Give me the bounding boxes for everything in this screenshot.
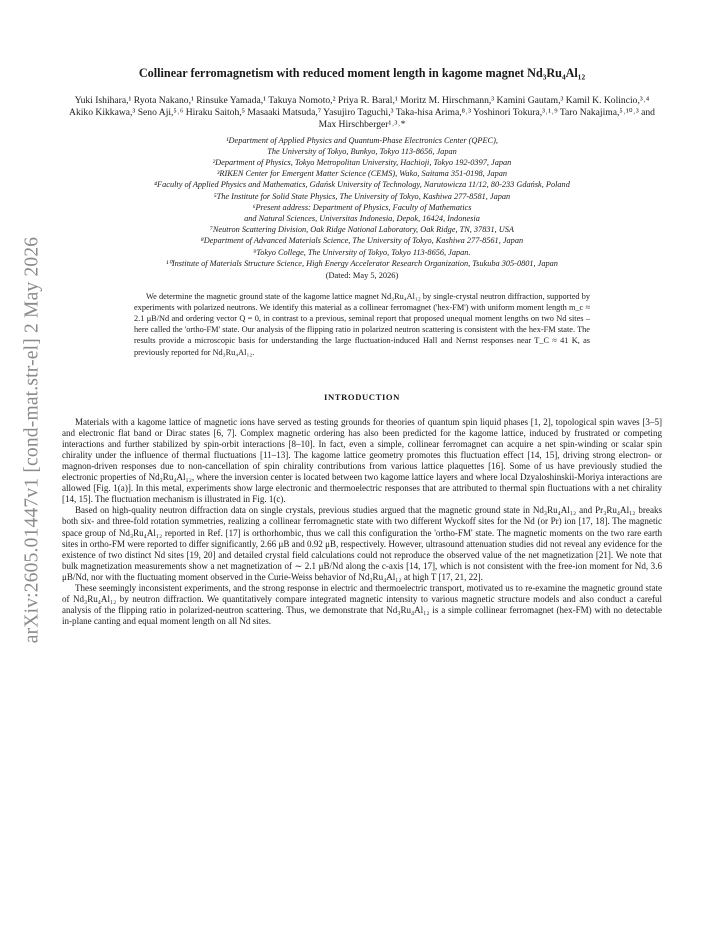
affiliation-line: ³RIKEN Center for Emergent Matter Science (CEMS), Wako, Saitama 351-0198, Japan: [216, 169, 508, 179]
affiliation-list: [62, 135, 662, 269]
affiliation-line: ⁷Neutron Scattering Division, Oak Ridge National Laboratory, Oak Ridge, TN, 37831, USA: [209, 225, 514, 235]
affiliation-line: The University of Tokyo, Bunkyo, Tokyo 113-8656, Japan: [267, 146, 457, 156]
arxiv-stamp-container: [12, 230, 52, 650]
affiliation-line: ²Department of Physics, Tokyo Metropolitan University, Hachioji, Tokyo 192-0397, Japan: [212, 158, 512, 168]
section-heading-introduction: INTRODUCTION: [324, 391, 400, 402]
paper-page: [62, 66, 662, 627]
affiliation-line: ¹Department of Applied Physics and Quantum-Phase Electronics Center (QPEC),: [226, 135, 498, 145]
affiliation-line: ⁶Present address: Department of Physics, Faculty of Mathematics: [252, 202, 472, 212]
abstract: We determine the magnetic ground state of the kagome lattice magnet Nd₃Ru₄Al₁₂ by single-crystal neutron diffraction, supported by experiments with polarized neutrons. We identify this material as a collinear ferromagnet ('hex-FM') with uniform moment length m_c ≈ 2.1 μB/Nd and ordering vector Q = 0, in contrast to a previous, seminal report that proposed unequal moment lengths on two Nd sites – here called the 'ortho-FM' state. Our analysis of the flipping ratio in polarized neutron scattering is consistent with the hex-FM state. The results provide a microscopic basis for understanding the large fluctuation-induced Hall and Nernst responses near T_C ≈ 41 K, as previously reported for Nd₃Ru₄Al₁₂.: [134, 292, 590, 357]
date-line: (Dated: May 5, 2026): [325, 271, 399, 281]
affiliation-line: ⁴Faculty of Applied Physics and Mathematics, Gdańsk University of Technology, Narutowicza 11/12, 80-233 Gdańsk, Poland: [154, 180, 570, 190]
paper-title: Collinear ferromagnetism with reduced moment length in kagome magnet Nd₃Ru₄Al₁₂: [138, 66, 586, 80]
body-paragraph: These seemingly inconsistent experiments, and the strong response in electric and thermoelectric transport, motivated us to re-examine the magnetic ground state of Nd₃Ru₄Al₁₂ by neutron diffraction. We quantitatively compare integrated magnetic intensity to various magnetic structure models and also conduct a careful analysis of the flipping ratio in polarized-neutron scattering. Thus, we demonstrate that Nd₃Ru₄Al₁₂ is a simple collinear ferromagnet (hex-FM) with no detectable in-plane canting and equal moment length on all Nd sites.: [62, 583, 662, 627]
affiliation-line: and Natural Sciences, Universitas Indonesia, Depok, 16424, Indonesia: [244, 214, 480, 224]
author-list: Yuki Ishihara,¹ Ryota Nakano,¹ Rinsuke Yamada,¹ Takuya Nomoto,² Priya R. Baral,¹ Moritz M. Hirschmann,³ Kamini Gautam,³ Kamil K. Kolincio,³˒⁴ Akiko Kikkawa,³ Seno Aji,⁵˒⁶ Hiraku Saitoh,⁵ Masaaki Matsuda,⁷ Yasujiro Taguchi,³ Taka-hisa Arima,⁸˒³ Yoshinori Tokura,³˒¹˒⁹ Taro Nakajima,⁵˒¹⁰˒³ and Max Hirschberger¹˒³˒*: [69, 95, 655, 131]
arxiv-identifier-stamp: arXiv:2605.01447v1 [cond-mat.str-el] 2 May 2026: [21, 236, 43, 644]
affiliation-line: ¹⁰Institute of Materials Structure Science, High Energy Accelerator Research Organization, Tsukuba 305-0801, Japan: [166, 258, 558, 268]
affiliation-line: ⁵The Institute for Solid State Physics, The University of Tokyo, Kashiwa 277-8581, Japan: [213, 191, 511, 201]
affiliation-line: ⁸Department of Advanced Materials Science, The University of Tokyo, Kashiwa 277-8561, Japan: [200, 236, 524, 246]
body-paragraph: Based on high-quality neutron diffraction data on single crystals, previous studies argued that the magnetic ground state in Nd₃Ru₄Al₁₂ and Pr₃Ru₄Al₁₂ breaks both six- and three-fold rotation symmetries, realizing a collinear ferromagnetic state with two different Wyckoff sites for the Nd (or Pr) ion [17, 18]. The magnetic space group of Nd₃Ru₄Al₁₂ reported in Ref. [17] is orthorhombic, thus we call this configuration the 'ortho-FM' state. The magnetic moments on the two rare earth sites in ortho-FM were reported to differ significantly, 2.66 μB and 0.92 μB, respectively. However, ultrasound attenuation studies did not reveal any evidence for the existence of two distinct Nd sites [19, 20] and detailed crystal field calculations could not reproduce the observed value of the net magnetization [21]. We note that bulk magnetization measurements show a net magnetization of ∼ 2.1 μB/Nd along the c-axis [14, 17], which is not consistent with the free-ion moment for Nd, 3.6 μB/Nd, nor with the fluctuating moment observed in the Curie-Weiss behavior of Nd₃Ru₄Al₁₂ at high T [17, 21, 22].: [62, 505, 662, 582]
affiliation-line: ⁹Tokyo College, The University of Tokyo, Tokyo 113-8656, Japan.: [253, 247, 471, 257]
introduction-body: [62, 417, 662, 628]
body-paragraph: Materials with a kagome lattice of magnetic ions have served as testing grounds for theories of quantum spin liquid phases [1, 2], topological spin waves [3–5] and electronic flat band or Dirac states [6, 7]. Complex magnetic ordering has also been predicted for the kagome lattice, induced by frustrated or competing interactions and further stabilized by spin-orbit interactions [8–10]. In fact, even a simple, collinear ferromagnet can acquire a net spin-winding or scalar spin chirality under the influence of thermal fluctuations [11–13]. The kagome lattice geometry promotes this fluctuation effect [14, 15], driving strong electron- or magnon-driven responses due to non-cancellation of spin chirality contributions from various lattice plaquettes [16]. Some of us have previously studied the electronic properties of Nd₃Ru₄Al₁₂, where the inversion center is located between two kagome lattice layers and where local Dzyaloshinskii-Moriya interactions are allowed [Fig. 1(a)]. In this metal, experiments show large electronic and thermoelectric responses that are attributed to thermal spin fluctuations with a net chirality [14, 15]. The fluctuation mechanism is illustrated in Fig. 1(c).: [62, 416, 662, 505]
